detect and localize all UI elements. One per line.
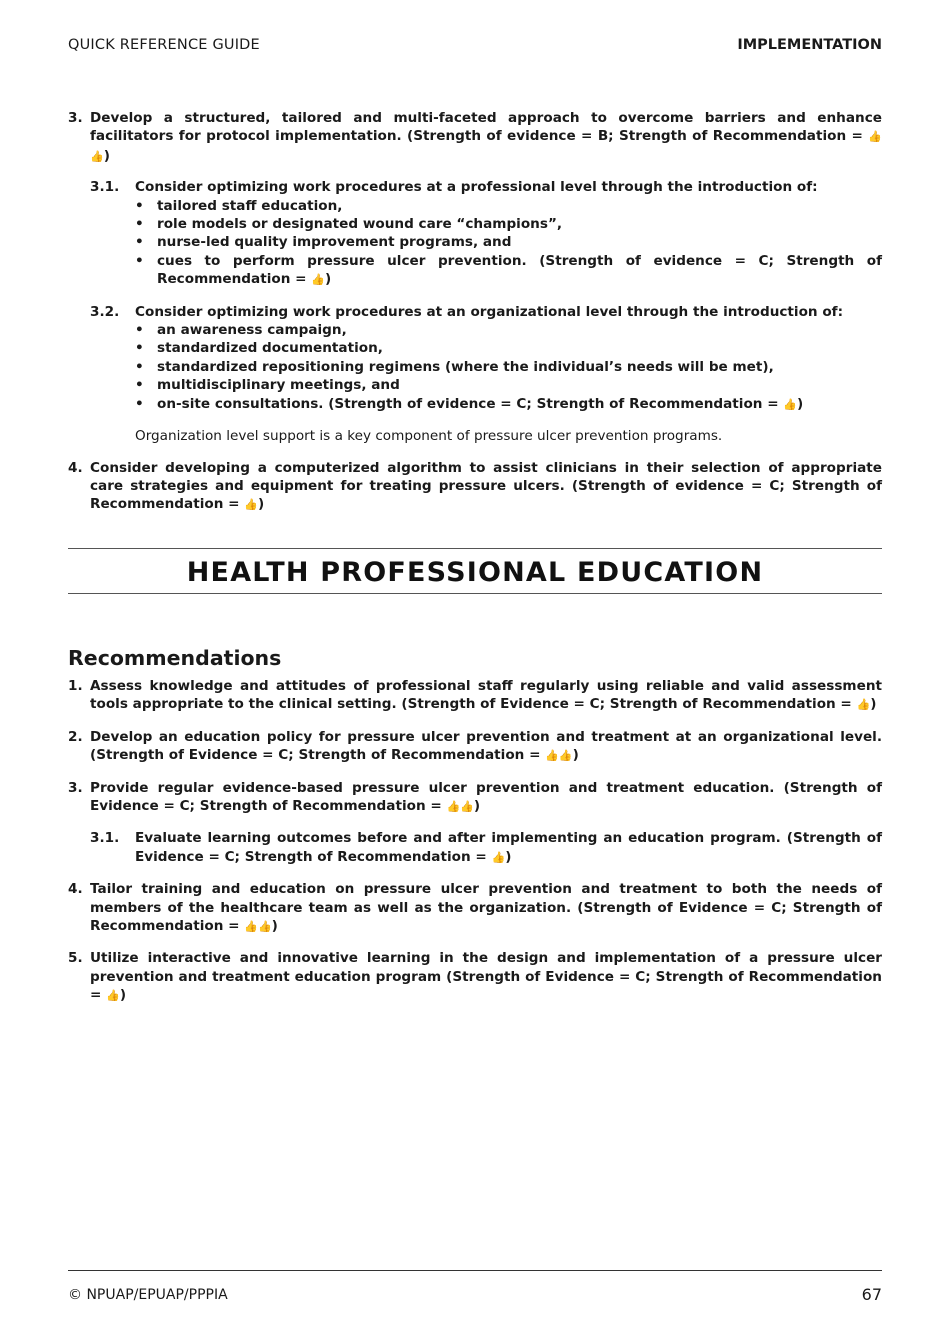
item-text: Consider developing a computerized algorithm to assist clinicians in their selection of appropriate care strategies and equipment for treating pressure ulcers. (Strength of evidence = C; Strength of Recommendation =	[90, 459, 882, 513]
item-number: 1.	[68, 678, 83, 694]
sub-item-number: 3.2.	[90, 303, 120, 320]
recommendation-item	[68, 677, 882, 715]
paren-close: )	[505, 848, 512, 865]
recommendation-item	[68, 109, 882, 166]
paren-close: )	[870, 696, 877, 713]
implementation-content	[68, 109, 882, 515]
sub-item-intro: Consider optimizing work procedures at a professional level through the introduction of:	[135, 179, 818, 196]
thumbs-up-icon: 👍👍	[446, 800, 474, 814]
page-number: 67	[861, 1285, 882, 1304]
sub-recommendation	[68, 178, 882, 289]
paren-close: )	[119, 987, 127, 1004]
education-recommendations	[68, 677, 882, 1006]
paren-close: )	[473, 798, 481, 815]
thumbs-up-icon: 👍👍	[244, 920, 272, 934]
item-text: Utilize interactive and innovative learning in the design and implementation of a pressure ulcer prevention and treatment education program (Strength of Evidence = C; Strength of Recommendation =	[90, 950, 882, 1004]
thumbs-up-icon: 👍	[783, 397, 798, 411]
paren-close: )	[271, 918, 278, 935]
recommendation-item	[68, 459, 882, 515]
sub-item-number: 3.1.	[90, 830, 120, 847]
item-text: Provide regular evidence-based pressure ulcer prevention and treatment education. (Strength of Evidence = C; Strength of Recommendation =	[90, 779, 882, 815]
item-text: Develop an education policy for pressure ulcer prevention and treatment at an organizational level. (Strength of Evidence = C; Strength of Recommendation =	[90, 728, 882, 764]
organization-note: Organization level support is a key component of pressure ulcer prevention programs.	[135, 428, 723, 445]
divider	[68, 593, 882, 594]
bullet-list	[135, 321, 882, 414]
recommendation-item	[68, 880, 882, 936]
recommendations-heading: Recommendations	[68, 646, 282, 670]
list-item: • multidisciplinary meetings, and	[135, 377, 400, 394]
item-text: Tailor training and education on pressure ulcer prevention and treatment to both the needs of members of the healthcare team as well as the organization. (Strength of Evidence = C; Strength of Recommendation =	[90, 881, 882, 935]
item-number: 3.	[68, 779, 83, 796]
list-item: • standardized documentation,	[135, 340, 383, 357]
recommendation-item	[68, 949, 882, 1005]
section-header	[68, 548, 882, 670]
thumbs-up-icon: 👍	[856, 698, 871, 712]
header-section-name: IMPLEMENTATION	[737, 37, 882, 53]
thumbs-up-icon: 👍	[106, 989, 120, 1003]
item-text: Assess knowledge and attitudes of professional staff regularly using reliable and valid assessment tools appropriate to the clinical setting. (Strength of Evidence = C; Strength of Recommendation =	[90, 678, 882, 713]
list-item: • role models or designated wound care “champions”,	[135, 216, 563, 233]
list-item: • tailored staff education,	[135, 197, 343, 214]
header-guide-title: QUICK REFERENCE GUIDE	[68, 37, 260, 53]
sub-item-intro: Consider optimizing work procedures at an organizational level through the introduction of:	[135, 303, 844, 320]
item-number: 4.	[68, 459, 83, 476]
paren-close: )	[257, 496, 265, 513]
list-item: • on-site consultations. (Strength of evidence = C; Strength of Recommendation = 👍)	[135, 395, 804, 412]
list-item: • cues to perform pressure ulcer prevention. (Strength of evidence = C; Strength of Recommendation = 👍)	[135, 252, 882, 288]
thumbs-up-icon: 👍👍	[90, 130, 882, 163]
item-number: 2.	[68, 728, 83, 745]
thumbs-up-icon: 👍👍	[545, 749, 573, 763]
paren-close: )	[103, 147, 110, 164]
footer-divider	[68, 1270, 882, 1271]
item-number: 4.	[68, 881, 83, 898]
thumbs-up-icon: 👍	[491, 850, 506, 864]
item-number: 3.	[68, 110, 83, 126]
list-item: • nurse-led quality improvement programs, and	[135, 234, 512, 251]
item-text: Develop a structured, tailored and multi-faceted approach to overcome barriers and enhance facilitators for protocol implementation. (Strength of evidence = B; Strength of Recommendation =	[90, 110, 882, 145]
thumbs-up-icon: 👍	[311, 273, 325, 287]
paren-close: )	[572, 747, 579, 764]
recommendation-item	[68, 728, 882, 766]
section-title: HEALTH PROFESSIONAL EDUCATION	[186, 557, 764, 588]
sub-recommendation	[68, 829, 882, 867]
recommendation-item	[68, 779, 882, 817]
list-item: • standardized repositioning regimens (where the individual’s needs will be met),	[135, 358, 774, 375]
sub-item-number: 3.1.	[90, 179, 120, 196]
item-text: Evaluate learning outcomes before and after implementing an education program. (Strength of Evidence = C; Strength of Recommendation =	[135, 830, 882, 865]
sub-recommendation	[68, 303, 882, 414]
bullet-list	[135, 197, 882, 290]
list-item: • an awareness campaign,	[135, 322, 347, 339]
thumbs-up-icon: 👍	[244, 498, 258, 512]
page-header	[68, 37, 882, 57]
copyright: © NPUAP/EPUAP/PPPIA	[68, 1287, 228, 1303]
item-number: 5.	[68, 950, 83, 967]
